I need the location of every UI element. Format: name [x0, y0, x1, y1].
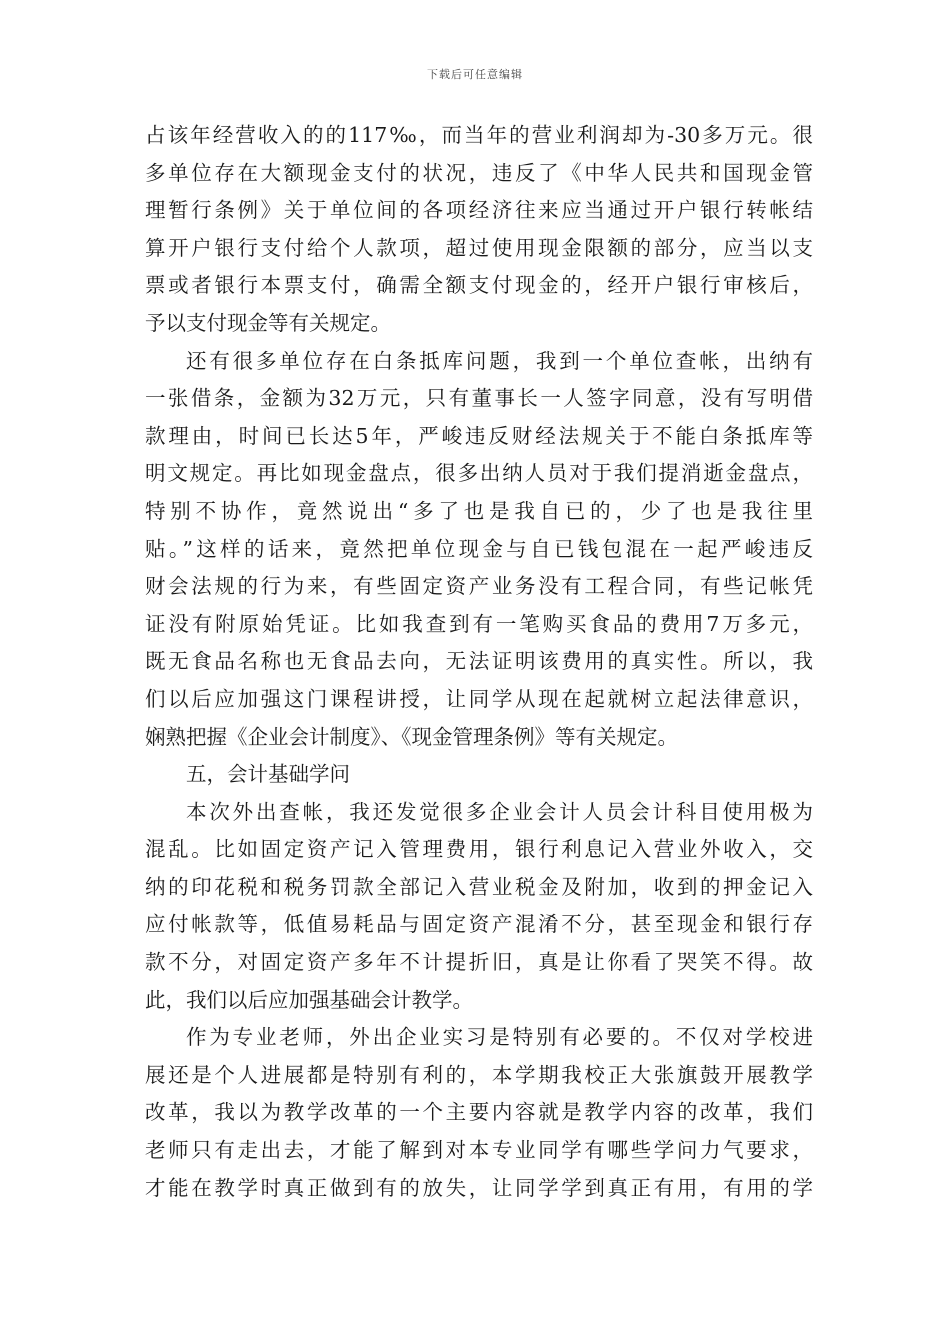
text-line: 多单位存在大额现金支付的状况，违反了《中华人民共和国现金管	[145, 160, 813, 185]
text-line: 一张借条，金额为32万元，只有董事长一人签字同意，没有写明借	[145, 386, 813, 411]
text-line: 此，我们以后应加强基础会计教学。	[145, 987, 473, 1012]
text-line: 作为专业老师，外出企业实习是特别有必要的。不仅对学校进	[186, 1025, 813, 1050]
text-line: 纳的印花税和税务罚款全部记入营业税金及附加，收到的押金记入	[145, 874, 813, 899]
text-line: 既无食品名称也无食品去向，无法证明该费用的真实性。所以，我	[145, 649, 813, 674]
text-line: 老师只有走出去，才能了解到对本专业同学有哪些学问力气要求，	[145, 1138, 813, 1163]
text-line: 款不分，对固定资产多年不计提折旧，真是让你看了哭笑不得。故	[145, 950, 813, 975]
text-line: 特别不协作，竟然说出“多了也是我自已的，少了也是我往里	[145, 498, 813, 523]
text-line: 财会法规的行为来，有些固定资产业务没有工程合同，有些记帐凭	[145, 574, 813, 599]
text-line: 算开户银行支付给个人款项，超过使用现金限额的部分，应当以支	[145, 235, 813, 260]
text-line: 混乱。比如固定资产记入管理费用，银行利息记入营业外收入，交	[145, 837, 813, 862]
page-header: 下载后可任意编辑	[427, 68, 523, 81]
document-body	[145, 117, 813, 1207]
text-line: 娴熟把握《企业会计制度》、《现金管理条例》等有关规定。	[145, 724, 678, 749]
text-line: 理暂行条例》关于单位间的各项经济往来应当通过开户银行转帐结	[145, 198, 813, 223]
text-line: 占该年经营收入的的117‰，而当年的营业利润却为-30多万元。很	[145, 123, 813, 147]
text-line: 还有很多单位存在白条抵库问题，我到一个单位查帐，出纳有	[186, 348, 813, 373]
text-line: 明文规定。再比如现金盘点，很多出纳人员对于我们提消逝金盘点，	[145, 461, 813, 486]
text-line: 款理由，时间已长达5年，严峻违反财经法规关于不能白条抵库等	[145, 423, 813, 448]
text-line: 展还是个人进展都是特别有利的，本学期我校正大张旗鼓开展教学	[145, 1062, 813, 1087]
text-line: 改革，我以为教学改革的一个主要内容就是教学内容的改革，我们	[145, 1100, 813, 1125]
text-line: 贴。”这样的话来，竟然把单位现金与自已钱包混在一起严峻违反	[145, 536, 813, 561]
text-line: 予以支付现金等有关规定。	[145, 310, 391, 335]
text-line: 票或者银行本票支付，确需全额支付现金的，经开户银行审核后，	[145, 273, 813, 298]
text-line: 们以后应加强这门课程讲授，让同学从现在起就树立起法律意识，	[145, 686, 813, 711]
text-line: 五，会计基础学问	[186, 762, 350, 787]
text-line: 本次外出查帐，我还发觉很多企业会计人员会计科目使用极为	[186, 799, 813, 824]
text-line: 证没有附原始凭证。比如我查到有一笔购买食品的费用7万多元，	[145, 611, 813, 636]
text-line: 应付帐款等，低值易耗品与固定资产混淆不分，甚至现金和银行存	[145, 912, 813, 937]
text-line: 才能在教学时真正做到有的放失，让同学学到真正有用，有用的学	[145, 1175, 813, 1200]
